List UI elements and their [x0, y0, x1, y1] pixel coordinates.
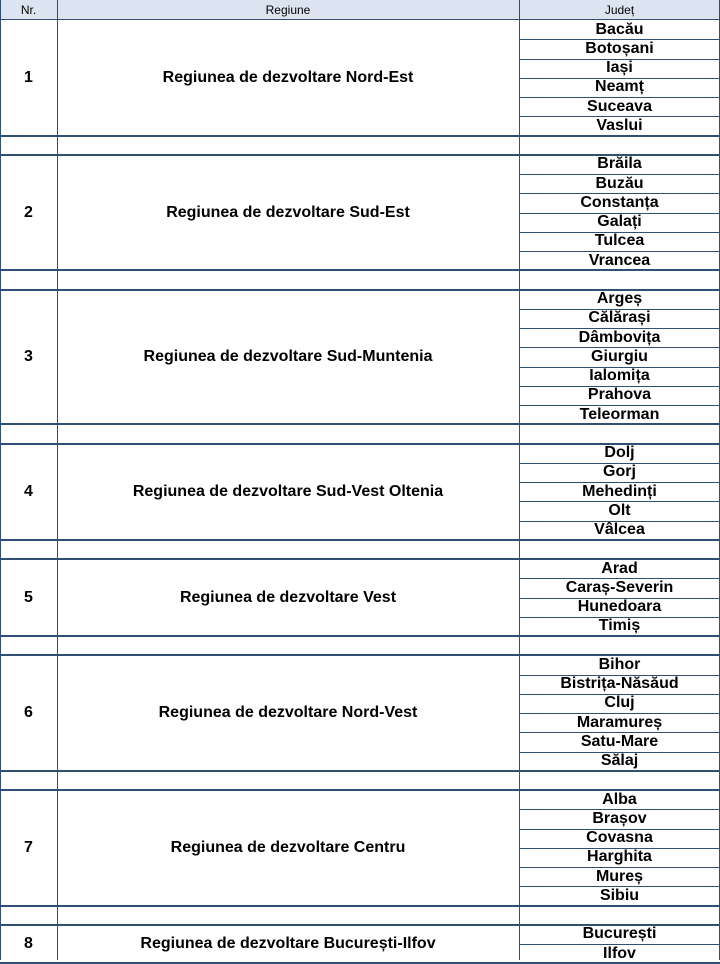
county-border	[519, 482, 720, 483]
county-border	[519, 521, 720, 522]
region-name: Regiunea de dezvoltare Nord-Est	[162, 68, 414, 86]
region-number: 8	[24, 935, 33, 952]
county-name: București	[582, 925, 657, 943]
county-name: Ialomița	[589, 367, 650, 385]
county-border	[519, 598, 720, 599]
county-name: Brașov	[592, 809, 647, 827]
county-name: Dâmbovița	[578, 328, 661, 346]
region-number: 6	[24, 704, 33, 721]
county-border	[519, 232, 720, 233]
row-border	[0, 135, 720, 137]
county-name: Maramureș	[576, 713, 663, 731]
county-name: Ilfov	[603, 944, 636, 962]
county-name: Giurgiu	[591, 347, 648, 365]
county-name: Covasna	[586, 829, 653, 847]
county-border	[519, 501, 720, 502]
county-name: Vaslui	[596, 116, 643, 134]
region-number: 4	[24, 482, 33, 500]
county-border	[519, 713, 720, 714]
county-border	[519, 213, 720, 214]
county-border	[519, 59, 720, 60]
region-number: 5	[24, 588, 33, 606]
county-border	[519, 675, 720, 676]
county-name: Prahova	[587, 386, 652, 404]
county-name: Suceava	[587, 97, 652, 115]
county-name: Vrancea	[588, 251, 651, 269]
row-border	[0, 905, 720, 907]
county-border	[519, 829, 720, 830]
county-border	[519, 694, 720, 695]
county-border	[519, 328, 720, 329]
column-border	[57, 0, 58, 960]
county-name: Alba	[602, 790, 637, 808]
county-border	[519, 848, 720, 849]
county-name: Vâlcea	[594, 521, 645, 539]
county-border	[519, 367, 720, 368]
county-name: Harghita	[587, 848, 652, 866]
county-name: Sălaj	[600, 752, 639, 770]
county-name: Cluj	[604, 694, 635, 712]
region-name: Regiunea de dezvoltare București-Ilfov	[140, 935, 436, 952]
county-border	[519, 405, 720, 406]
county-border	[519, 174, 720, 175]
county-border	[519, 732, 720, 733]
county-name: Mehedinți	[582, 482, 657, 500]
row-border	[0, 770, 720, 772]
county-border	[519, 251, 720, 252]
region-number: 1	[24, 68, 33, 86]
region-name: Regiunea de dezvoltare Vest	[179, 588, 397, 606]
county-name: Satu-Mare	[580, 732, 659, 750]
county-name: Botoșani	[585, 39, 654, 57]
county-border	[519, 886, 720, 887]
header-judet: Județ	[519, 0, 720, 20]
county-name: Teleorman	[579, 405, 660, 423]
county-name: Sibiu	[599, 886, 640, 904]
region-name: Regiunea de dezvoltare Nord-Vest	[158, 704, 418, 721]
region-name: Regiunea de dezvoltare Sud-Est	[166, 203, 410, 221]
county-border	[519, 944, 720, 945]
county-name: Dolj	[604, 444, 635, 462]
county-name: Hunedoara	[577, 598, 662, 616]
header-regiune: Regiune	[57, 0, 519, 20]
county-border	[519, 867, 720, 868]
county-name: Arad	[601, 559, 638, 577]
region-number: 7	[24, 838, 33, 856]
county-border	[519, 116, 720, 117]
county-name: Neamț	[595, 78, 644, 96]
county-name: Timiș	[598, 617, 641, 635]
county-border	[519, 39, 720, 40]
county-name: Călărași	[588, 309, 651, 327]
county-name: Caraș-Severin	[565, 578, 674, 596]
county-border	[519, 309, 720, 310]
county-border	[519, 617, 720, 618]
county-name: Bacău	[595, 20, 644, 38]
county-name: Gorj	[603, 463, 636, 481]
county-name: Mureș	[595, 867, 644, 885]
county-name: Brăila	[597, 155, 642, 173]
county-name: Tulcea	[594, 232, 645, 250]
county-name: Constanța	[580, 193, 659, 211]
county-border	[519, 97, 720, 98]
county-border	[519, 578, 720, 579]
county-border	[519, 809, 720, 810]
county-name: Iași	[606, 59, 633, 77]
county-name: Bihor	[598, 655, 641, 673]
county-border	[519, 386, 720, 387]
county-name: Olt	[608, 501, 631, 519]
region-number: 2	[24, 203, 33, 221]
county-border	[519, 752, 720, 753]
region-name: Regiunea de dezvoltare Sud-Vest Oltenia	[132, 482, 444, 500]
column-border	[0, 0, 1, 960]
row-border	[0, 423, 720, 425]
county-name: Galați	[597, 213, 642, 231]
county-border	[519, 463, 720, 464]
county-border	[519, 193, 720, 194]
county-name: Argeș	[596, 290, 643, 308]
county-name: Buzău	[595, 174, 644, 192]
row-border	[0, 635, 720, 637]
row-border	[0, 539, 720, 541]
county-border	[519, 347, 720, 348]
region-name: Regiunea de dezvoltare Sud-Muntenia	[143, 347, 433, 365]
header-nr: Nr.	[0, 0, 57, 20]
region-name: Regiunea de dezvoltare Centru	[170, 838, 406, 856]
region-number: 3	[24, 347, 33, 365]
county-border	[519, 78, 720, 79]
county-name: Bistrița-Năsăud	[560, 675, 679, 693]
column-border	[519, 0, 520, 960]
row-border	[0, 269, 720, 271]
